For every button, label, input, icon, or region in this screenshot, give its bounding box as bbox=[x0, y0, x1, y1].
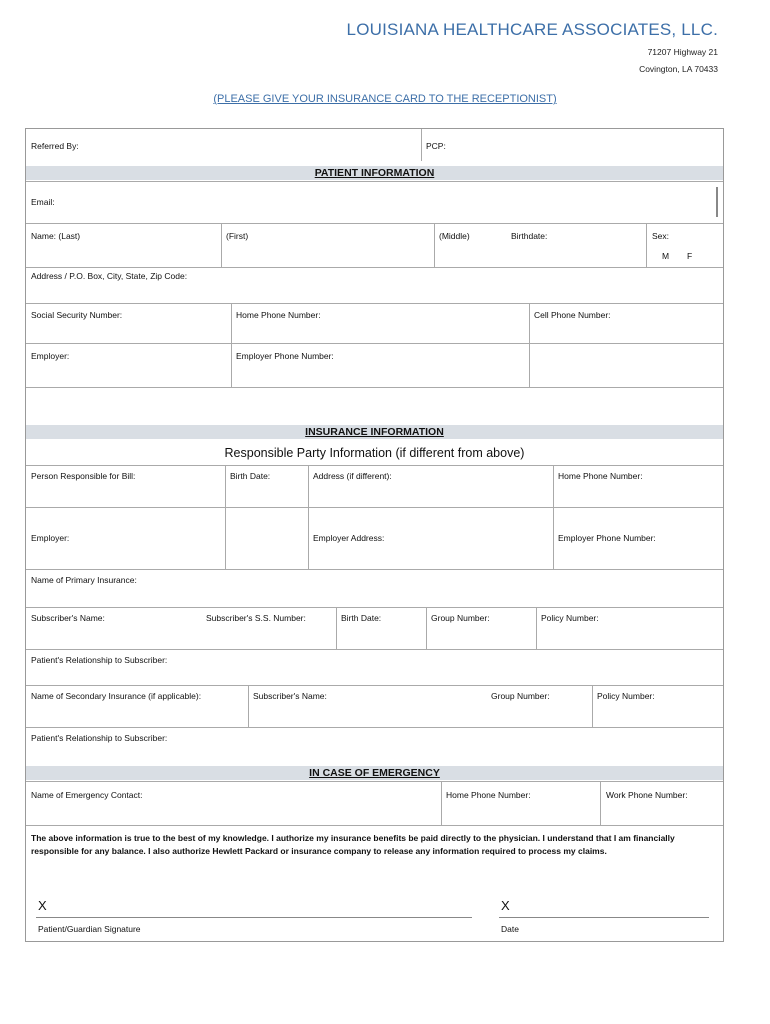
divider bbox=[434, 223, 435, 267]
employer-phone-label: Employer Phone Number: bbox=[236, 351, 334, 361]
divider bbox=[225, 465, 226, 569]
intake-form bbox=[25, 128, 724, 942]
divider bbox=[26, 267, 723, 268]
name-last-label: Name: (Last) bbox=[31, 231, 81, 241]
address-line-1: 71207 Highway 21 bbox=[647, 47, 718, 57]
rp-employer-address-label: Employer Address: bbox=[313, 533, 385, 543]
email-label: Email: bbox=[31, 197, 55, 207]
address-label: Address / P.O. Box, City, State, Zip Code: bbox=[31, 271, 188, 281]
subscriber-name-label: Subscriber's Name: bbox=[31, 613, 105, 623]
divider bbox=[26, 507, 723, 508]
date-label: Date bbox=[501, 924, 519, 934]
signature-x-mark: X bbox=[38, 898, 47, 913]
divider bbox=[26, 303, 723, 304]
divider bbox=[26, 181, 723, 182]
relationship-label-2: Patient's Relationship to Subscriber: bbox=[31, 733, 168, 743]
divider bbox=[592, 685, 593, 727]
divider bbox=[536, 607, 537, 649]
authorization-statement: The above information is true to the best of my knowledge. I authorize my insurance benefits be paid directly to the physician. I understand that I am financially responsible for any balance. I also authorize Hewlett Packard or insurance company to release any information required to process my claims. bbox=[31, 833, 675, 856]
rp-address-label: Address (if different): bbox=[313, 471, 392, 481]
signature-line[interactable] bbox=[36, 917, 472, 918]
sex-m-option: M bbox=[662, 251, 670, 261]
divider bbox=[26, 825, 723, 826]
emergency-heading: IN CASE OF EMERGENCY bbox=[26, 766, 723, 780]
referred-by-label: Referred By: bbox=[31, 141, 79, 151]
divider bbox=[26, 649, 723, 650]
sex-f-option: F bbox=[687, 251, 693, 261]
divider bbox=[26, 387, 723, 388]
divider bbox=[231, 303, 232, 387]
date-x-mark: X bbox=[501, 898, 510, 913]
date-line[interactable] bbox=[499, 917, 709, 918]
divider bbox=[26, 607, 723, 608]
divider bbox=[26, 781, 723, 782]
subscriber-ss-label: Subscriber's S.S. Number: bbox=[206, 613, 306, 623]
responsible-party-heading: Responsible Party Information (if different from above) bbox=[224, 446, 525, 460]
pcp-label: PCP: bbox=[426, 141, 446, 151]
secondary-subscriber-name-label: Subscriber's Name: bbox=[253, 691, 327, 701]
divider bbox=[26, 685, 723, 686]
company-name: LOUISIANA HEALTHCARE ASSOCIATES, LLC. bbox=[346, 20, 718, 39]
rp-birth-date-label: Birth Date: bbox=[230, 471, 271, 481]
name-middle-label: (Middle) bbox=[439, 231, 470, 241]
policy-number-label: Policy Number: bbox=[541, 613, 599, 623]
rp-employer-label: Employer: bbox=[31, 533, 70, 543]
divider bbox=[529, 303, 530, 387]
signature-label: Patient/Guardian Signature bbox=[38, 924, 141, 934]
divider bbox=[26, 727, 723, 728]
divider bbox=[336, 607, 337, 649]
divider bbox=[26, 223, 723, 224]
rp-home-phone-label: Home Phone Number: bbox=[558, 471, 643, 481]
divider bbox=[26, 343, 723, 344]
divider bbox=[426, 607, 427, 649]
divider bbox=[26, 465, 723, 466]
divider bbox=[646, 223, 647, 267]
cell-phone-label: Cell Phone Number: bbox=[534, 310, 611, 320]
divider bbox=[553, 465, 554, 569]
birthdate-label: Birthdate: bbox=[511, 231, 548, 241]
insurance-info-heading: INSURANCE INFORMATION bbox=[26, 425, 723, 439]
name-first-label: (First) bbox=[226, 231, 249, 241]
emergency-contact-label: Name of Emergency Contact: bbox=[31, 790, 143, 800]
sex-label: Sex: bbox=[652, 231, 670, 241]
secondary-policy-number-label: Policy Number: bbox=[597, 691, 655, 701]
ssn-label: Social Security Number: bbox=[31, 310, 123, 320]
insurance-card-notice: (PLEASE GIVE YOUR INSURANCE CARD TO THE RECEPTIONIST) bbox=[213, 93, 557, 105]
secondary-insurance-label: Name of Secondary Insurance (if applicable): bbox=[31, 691, 202, 701]
person-responsible-label: Person Responsible for Bill: bbox=[31, 471, 136, 481]
divider bbox=[441, 781, 442, 825]
primary-insurance-label: Name of Primary Insurance: bbox=[31, 575, 137, 585]
address-line-2: Covington, LA 70433 bbox=[639, 64, 718, 74]
subscriber-birth-date-label: Birth Date: bbox=[341, 613, 382, 623]
home-phone-label: Home Phone Number: bbox=[236, 310, 321, 320]
emergency-home-phone-label: Home Phone Number: bbox=[446, 790, 531, 800]
divider bbox=[421, 129, 422, 161]
patient-info-heading: PATIENT INFORMATION bbox=[26, 166, 723, 180]
rp-employer-phone-label: Employer Phone Number: bbox=[558, 533, 656, 543]
employer-label: Employer: bbox=[31, 351, 70, 361]
divider bbox=[26, 569, 723, 570]
group-number-label: Group Number: bbox=[431, 613, 490, 623]
divider bbox=[308, 465, 309, 569]
divider bbox=[600, 781, 601, 825]
secondary-group-number-label: Group Number: bbox=[491, 691, 550, 701]
emergency-work-phone-label: Work Phone Number: bbox=[606, 790, 688, 800]
divider bbox=[716, 187, 718, 217]
divider bbox=[248, 685, 249, 727]
divider bbox=[221, 223, 222, 267]
relationship-label-1: Patient's Relationship to Subscriber: bbox=[31, 655, 168, 665]
